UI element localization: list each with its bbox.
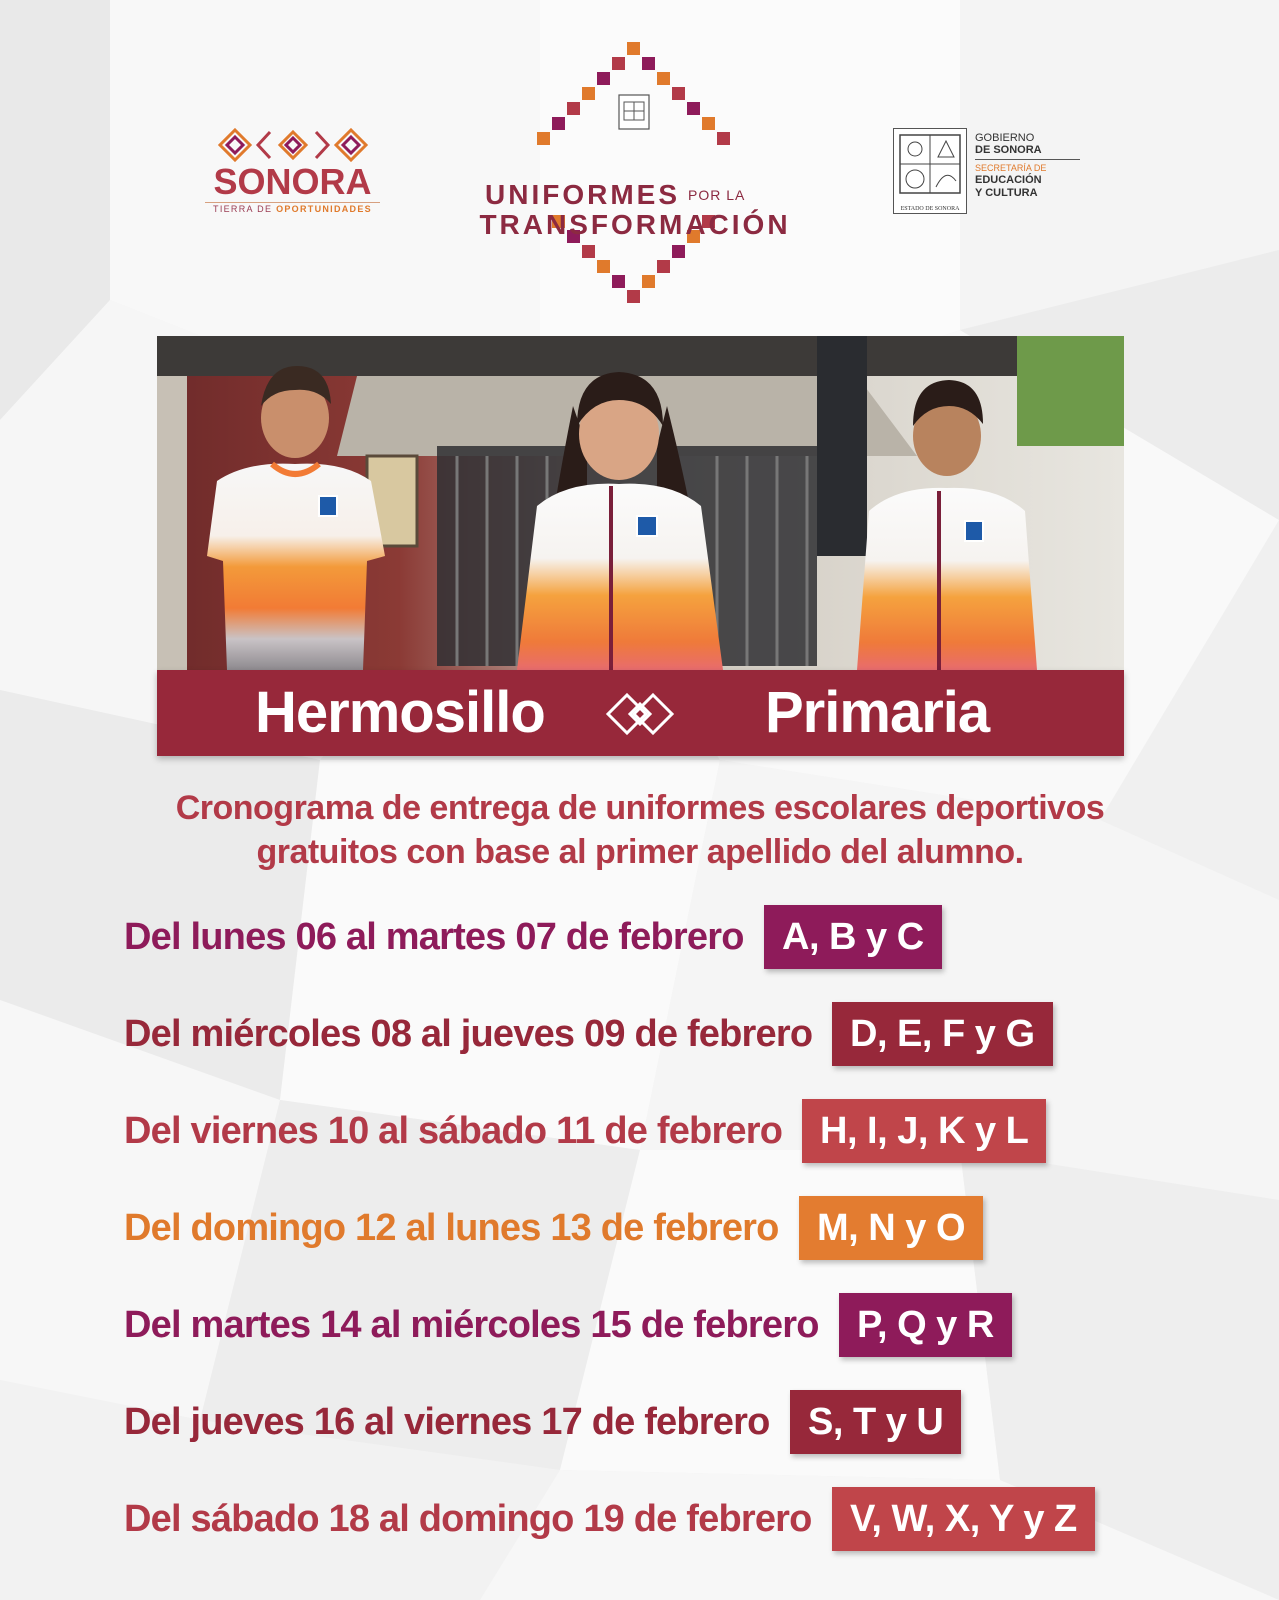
uniformes-title-line1: UNIFORMES POR LA [485,179,746,210]
description-line2: gratuitos con base al primer apellido del alumno. [256,833,1024,871]
level-label: Primaria [765,680,990,745]
schedule-row [124,1390,1164,1487]
schedule-dates: Del lunes 06 al martes 07 de febrero [124,916,744,958]
uniformes-logo [455,40,815,305]
schedule-dates: Del viernes 10 al sábado 11 de febrero [124,1110,783,1152]
schedule-row [124,905,1164,1002]
schedule-dates: Del martes 14 al miércoles 15 de febrero [124,1304,819,1346]
surname-letters-badge: S, T y U [790,1390,961,1454]
surname-letters-badge: A, B y C [764,905,942,969]
gov-line4: EDUCACIÓN [975,174,1042,186]
schedule-row [124,1196,1164,1293]
uniformes-title-line2: TRANSFORMACIÓN [479,209,791,240]
schedule-dates: Del miércoles 08 al jueves 09 de febrero [124,1013,813,1055]
city-label: Hermosillo [255,680,545,745]
diamond-knot-icon [605,692,675,736]
schedule-dates: Del sábado 18 al domingo 19 de febrero [124,1498,812,1540]
delivery-schedule [124,905,1164,1584]
diamond-pixel-motif-icon [455,40,815,305]
seal-caption: ESTADO DE SONORA [900,206,960,212]
students-photo [157,336,1124,670]
schedule-dates: Del jueves 16 al viernes 17 de febrero [124,1401,770,1443]
schedule-row [124,1099,1164,1196]
surname-letters-badge: V, W, X, Y y Z [832,1487,1095,1551]
surname-letters-badge: M, N y O [799,1196,983,1260]
gobierno-sonora-logo [893,128,1088,214]
gov-line5: Y CULTURA [975,187,1038,199]
schedule-row [124,1293,1164,1390]
surname-letters-badge: H, I, J, K y L [802,1099,1046,1163]
city-level-banner [157,670,1124,756]
gov-text-block [975,132,1085,200]
sonora-wordmark: SONORA [213,161,372,202]
gov-line1: GOBIERNO [975,132,1035,144]
schedule-description [100,786,1180,874]
gov-line3: SECRETARÍA DE [975,163,1047,173]
sonora-logo [205,128,380,218]
gov-line2: DE SONORA [975,144,1080,160]
description-line1: Cronograma de entrega de uniformes escolares deportivos [175,789,1105,827]
schedule-dates: Del domingo 12 al lunes 13 de febrero [124,1207,779,1249]
surname-letters-badge: D, E, F y G [832,1002,1053,1066]
sonora-motif-icon [218,128,368,162]
surname-letters-badge: P, Q y R [839,1293,1012,1357]
sonora-tagline: TIERRA DE OPORTUNIDADES [205,202,380,214]
schedule-row [124,1002,1164,1099]
state-seal-icon [893,128,967,214]
schedule-row [124,1487,1164,1584]
